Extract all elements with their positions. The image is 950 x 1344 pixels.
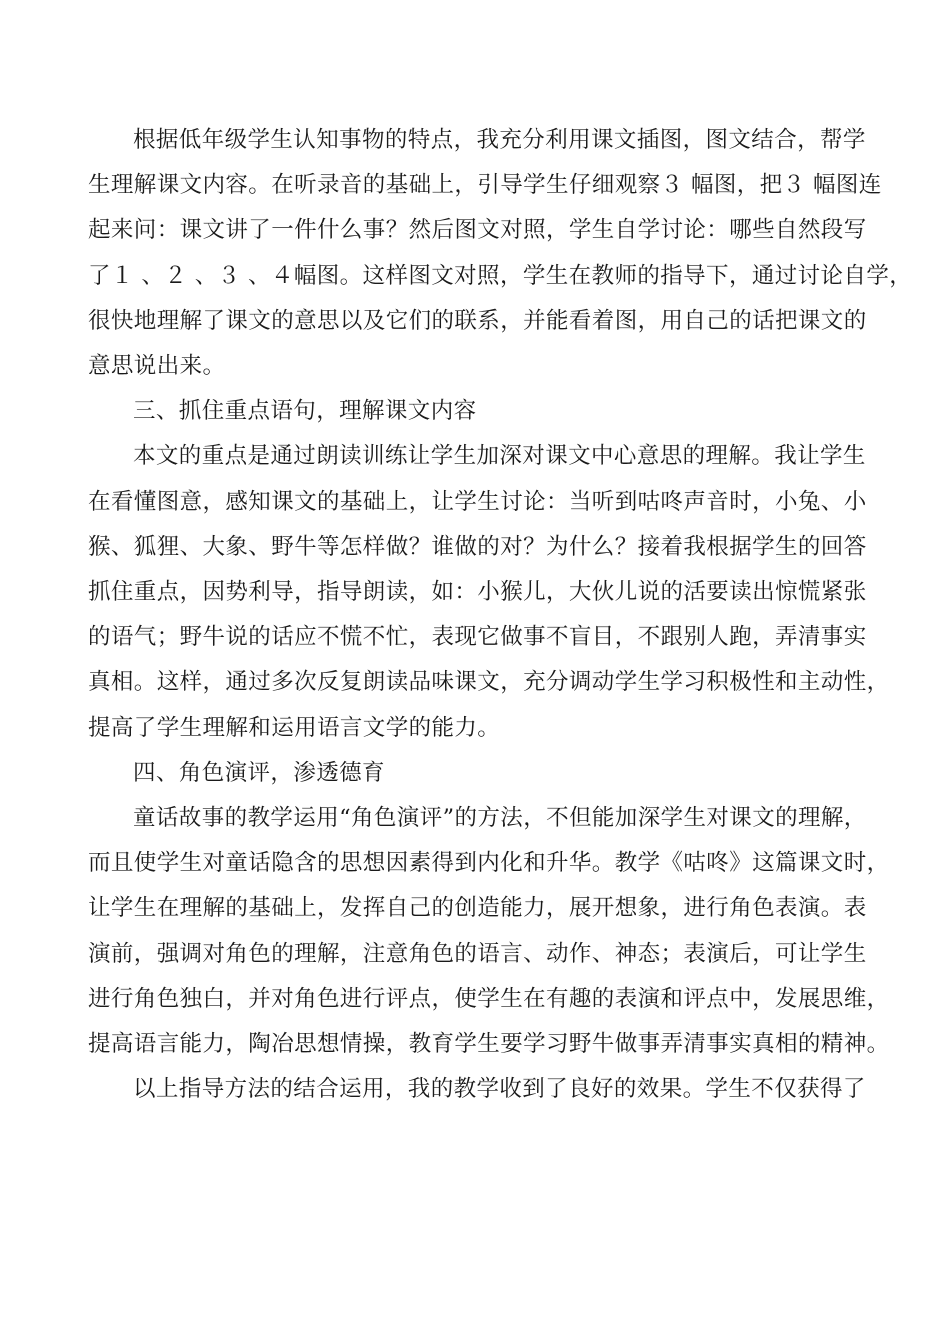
text-line: 童话故事的教学运用“角色演评”的方法，不但能加深学生对课文的理解，: [133, 805, 867, 832]
section-heading-four: [88, 751, 864, 796]
text-line: 起来问：课文讲了一件什么事？然后图文对照，学生自学讨论：哪些自然段写: [88, 217, 867, 244]
heading-text: 四、角色演评，渗透德育: [133, 759, 385, 786]
text-line: 提高了学生理解和运用语言文学的能力。: [88, 714, 501, 741]
heading-text: 三、抓住重点语句，理解课文内容: [133, 398, 477, 425]
text-line: 猴、狐狸、大象、野牛等怎样做？谁做的对？为什么？接着我根据学生的回答: [88, 533, 867, 560]
paragraph-key-sentences: [88, 434, 890, 750]
paragraph-illustration-method: [88, 118, 913, 389]
text-line: 抓住重点，因势利导，指导朗读，如：小猴儿，大伙儿说的活要读出惊慌紧张: [88, 579, 867, 606]
text-line: 很快地理解了课文的意思以及它们的联系，并能看着图，用自己的话把课文的: [88, 307, 867, 334]
text-line: 本文的重点是通过朗读训练让学生加深对课文中心意思的理解。我让学生: [133, 443, 866, 470]
section-heading-three: [88, 389, 864, 434]
paragraph-conclusion: [88, 1067, 864, 1112]
text-line: 生理解课文内容。在听录音的基础上，引导学生仔细观察３ 幅图，把３ 幅图连: [88, 172, 882, 199]
document-body: [88, 118, 913, 1112]
text-line: 进行角色独白，并对角色进行评点，使学生在有趣的表演和评点中，发展思维，: [88, 985, 890, 1012]
text-line: 而且使学生对童话隐含的思想因素得到内化和升华。教学《咕咚》这篇课文时，: [88, 850, 890, 877]
text-line: 提高语言能力，陶冶思想情操，教育学生要学习野牛做事弄清事实真相的精神。: [88, 1031, 890, 1058]
text-line: 以上指导方法的结合运用，我的教学收到了良好的效果。学生不仅获得了: [133, 1076, 866, 1103]
text-line: 意思说出来。: [88, 353, 226, 380]
text-line: 让学生在理解的基础上，发挥自己的创造能力，展开想象，进行角色表演。表: [88, 895, 867, 922]
text-line: 真相。这样，通过多次反复朗读品味课文，充分调动学生学习积极性和主动性，: [88, 669, 890, 696]
text-line: 演前，强调对角色的理解，注意角色的语言、动作、神态；表演后，可让学生: [88, 940, 867, 967]
text-line: 在看懂图意，感知课文的基础上，让学生讨论：当听到咕咚声音时，小兔、小: [88, 488, 867, 515]
text-line: 了１ 、２ 、３ 、４幅图。这样图文对照，学生在教师的指导下，通过讨论自学，: [88, 262, 913, 289]
text-line: 根据低年级学生认知事物的特点，我充分利用课文插图，图文结合，帮学: [133, 127, 866, 153]
text-line: 的语气；野牛说的话应不慌不忙，表现它做事不盲目，不跟别人跑，弄清事实: [88, 624, 867, 651]
paragraph-role-play: [88, 796, 890, 1067]
